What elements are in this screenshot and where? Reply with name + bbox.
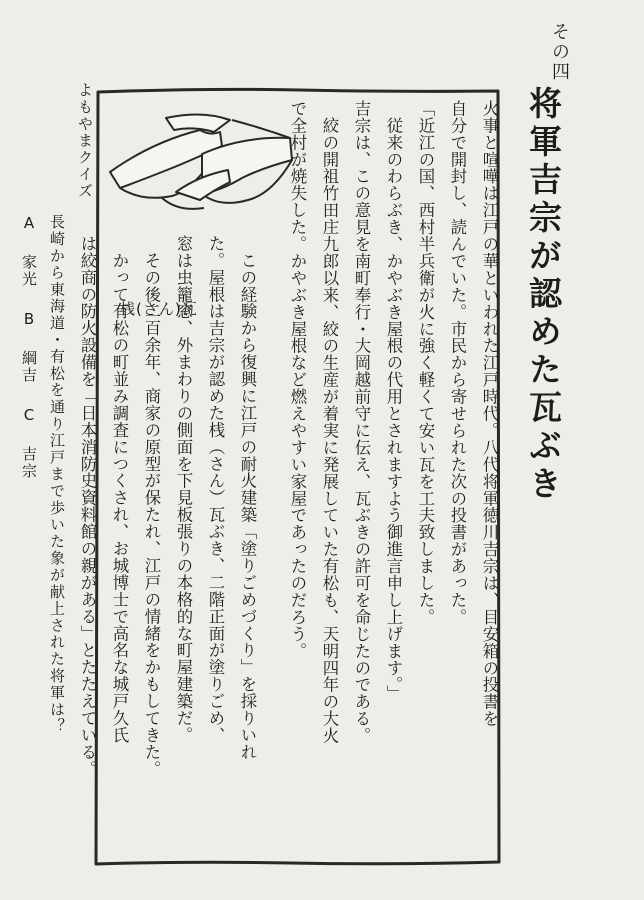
body-column: かって有松の町並み調査につくされ、お城博士で高名な城戸久氏: [110, 235, 129, 744]
body-column: 絞の開祖竹田庄九郎以来、絞の生産が着実に発展していた有松も、天明四年の大火: [320, 100, 339, 745]
quiz-choices: [18, 214, 40, 735]
quiz-label: よもやまクイズ: [76, 82, 94, 200]
roof-tile-illustration: [102, 102, 302, 222]
illustration-caption: 桟(さん)瓦: [120, 300, 198, 318]
page-title: 将軍吉宗が認めた瓦ぶき: [524, 86, 563, 504]
body-column: 「近江の国、西村半兵衛が火に強く軽くて安い瓦を工夫致しました。: [416, 100, 435, 626]
body-column: は絞商の防火設備を「日本消防史資料館の親がある」とたたえている。: [78, 235, 97, 778]
body-column: 火事と喧嘩は江戸の華といわれた江戸時代。八代将軍徳川吉宗は、目安箱の投書を: [480, 100, 499, 728]
body-column: た。屋根は吉宗が認めた桟（さん）瓦ぶき、二階正面が塗りごめ、: [206, 235, 225, 744]
quiz-choice-b: B 綱吉: [20, 310, 38, 384]
quiz-choice-c: C 吉宗: [20, 406, 38, 480]
body-column: 吉宗は、この意見を南町奉行・大岡越前守に伝え、瓦ぶきの許可を命じたのである。: [352, 100, 371, 745]
quiz-choice-a: A 家光: [20, 214, 38, 288]
body-column: 窓は虫籠窓、外まわりの側面を下見板張りの本格的な町屋建築だ。: [174, 235, 193, 744]
quiz-question: 長崎から東海道・有松を通り江戸まで歩いた象が献上された将軍は？: [48, 214, 66, 735]
body-column: 自分で開封し、読んでいた。市民から寄せられた次の投書があった。: [448, 100, 467, 626]
body-column: その後二百余年、商家の原型が保たれ、江戸の情緒をかもしてきた。: [142, 235, 161, 778]
section-number: その四: [549, 22, 570, 82]
body-column: この経験から復興に江戸の耐火建築「塗りごめづくり」を採りいれ: [238, 235, 257, 761]
body-column: で全村が焼失した。かやぶき屋根など燃えやすい家屋であったのだろう。: [288, 100, 307, 660]
body-column: 従来のわらぶき、かやぶき屋根の代用とされますよう御進言申し上げます。」: [384, 100, 403, 702]
quiz-sidebar: [18, 82, 96, 735]
